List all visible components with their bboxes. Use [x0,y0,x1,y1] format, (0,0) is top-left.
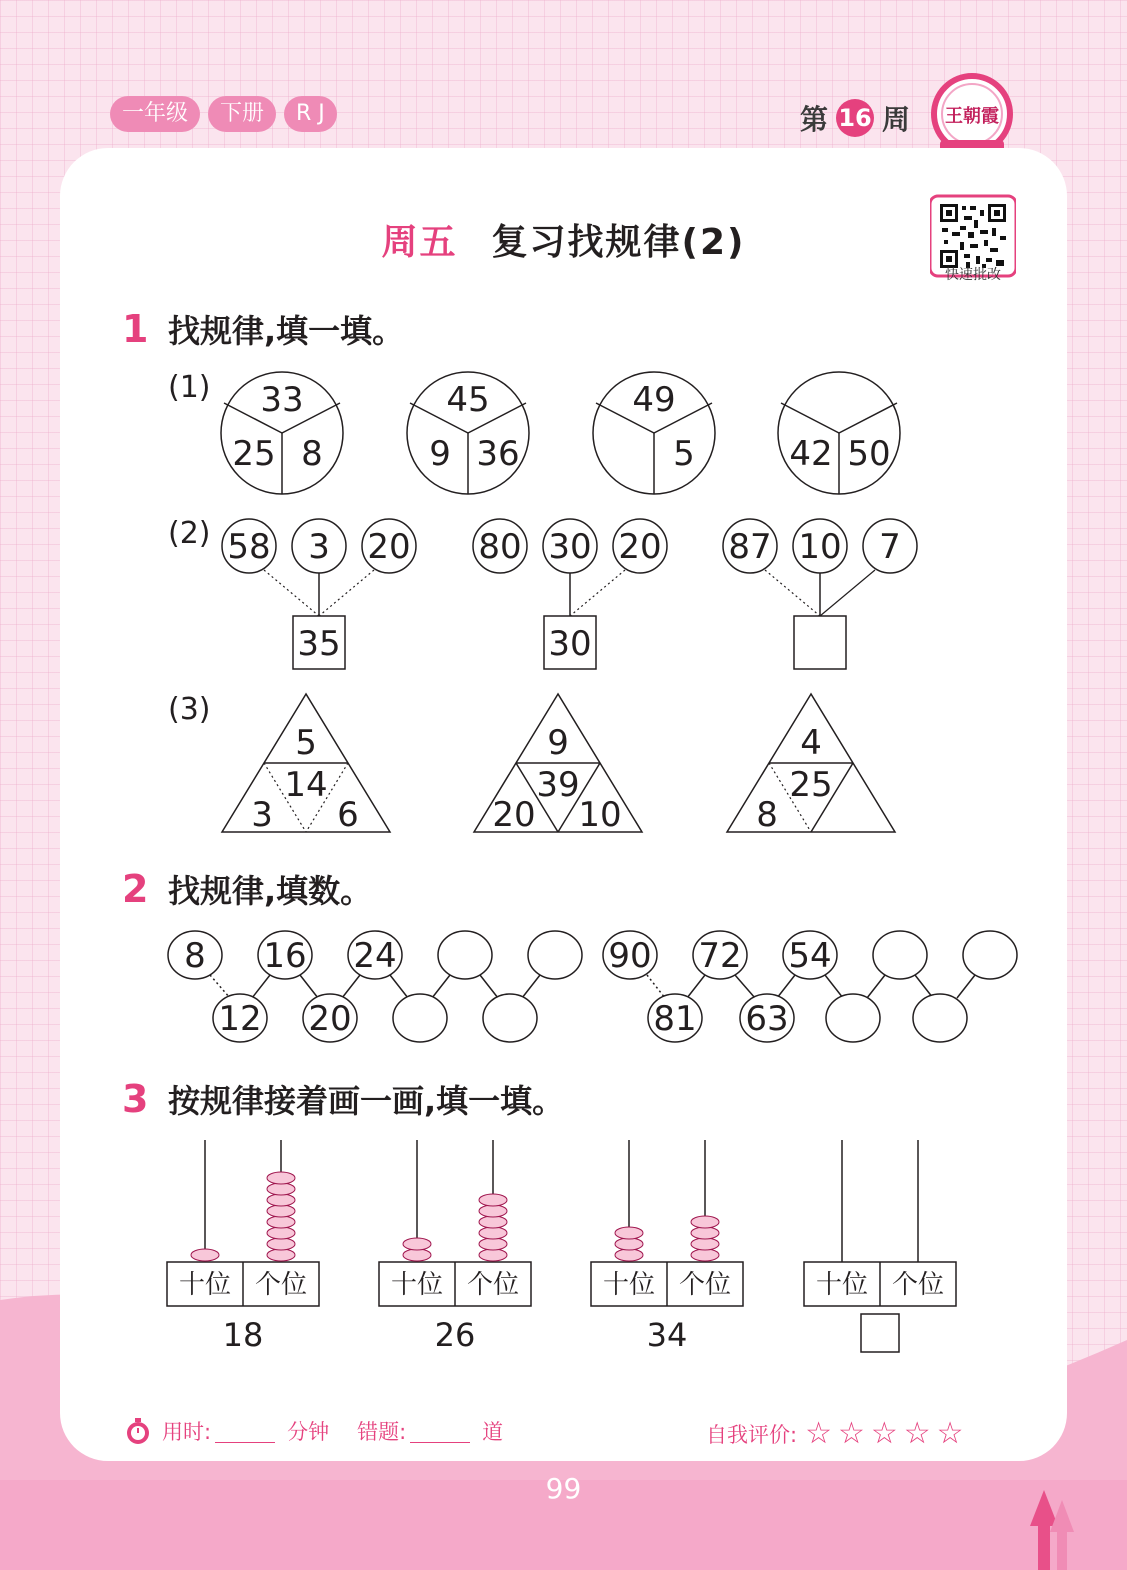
ones-bead [691,1216,719,1228]
tree-left-value: 80 [478,527,522,567]
tens-bead [191,1249,219,1261]
stopwatch-icon [124,1417,152,1445]
time-input[interactable] [215,1420,275,1443]
triangle-left-value: 20 [492,795,536,835]
abacus[interactable] [804,1140,956,1352]
arrow-decoration-icon [1030,1490,1076,1570]
grade-tag: 一年级 [110,96,200,132]
circle-left-value: 9 [429,434,451,474]
ones-bead [479,1194,507,1206]
tree-middle-value: 30 [548,527,592,567]
title-text: 复习找规律(2) [491,222,746,263]
errors-unit: 道 [482,1420,504,1444]
tree-right-value: 20 [618,527,662,567]
ones-bead [691,1238,719,1250]
title-day: 周五 [381,222,458,263]
sequence-value: 90 [608,936,652,976]
circle-right-value: 5 [673,434,695,474]
ones-bead [479,1205,507,1217]
week-suffix: 周 [882,103,911,136]
circle-top-value: 49 [632,380,676,420]
abacus-value: 18 [222,1316,264,1354]
tens-label: 十位 [390,1270,444,1300]
tree-middle-value: 10 [798,527,842,567]
ones-bead [691,1249,719,1261]
ones-bead [479,1216,507,1228]
circle-left-value: 42 [789,434,833,474]
question-1-instruction: 找规律,填一填。 [168,312,405,350]
time-label: 用时: [162,1420,212,1444]
abacus-value: 34 [646,1316,688,1354]
ones-bead [267,1249,295,1261]
triangle-center-value: 14 [284,765,328,805]
footer-self-eval [706,1416,970,1451]
tens-bead [615,1249,643,1261]
tens-label: 十位 [602,1270,656,1300]
sequence-value: 24 [353,936,397,976]
logo-text: 王朝霞 [945,106,999,127]
abacus [379,1140,531,1354]
errors-input[interactable] [410,1420,470,1443]
triangle-right-value: 6 [337,795,359,835]
triangle-top-value: 4 [800,723,822,763]
ones-bead [479,1227,507,1239]
tens-label: 十位 [178,1270,232,1300]
sequence-value: 8 [184,936,206,976]
tens-bead [403,1238,431,1250]
ones-label: 个位 [891,1270,945,1300]
circle-top-value: 45 [446,380,490,420]
tens-label: 十位 [815,1270,869,1300]
ones-bead [479,1249,507,1261]
tree-right-value: 7 [879,527,901,567]
triangle-left-value: 8 [756,795,778,835]
q1-part1-label: (1) [168,370,211,405]
time-unit: 分钟 [287,1420,330,1444]
ones-label: 个位 [678,1270,732,1300]
tree-left-value: 87 [728,527,772,567]
triangle-top-value: 9 [547,723,569,763]
tree-right-value: 20 [367,527,411,567]
ones-bead [267,1172,295,1184]
question-1-number: 1 [122,307,149,351]
question-2-number: 2 [122,867,149,911]
sequence-value: 81 [653,999,697,1039]
ones-bead [267,1194,295,1206]
footer-time-errors [124,1416,503,1446]
sequence-value: 20 [308,999,352,1039]
circle-right-value: 36 [476,434,520,474]
circle-right-value: 50 [847,434,891,474]
q1-part3-label: (3) [168,692,211,727]
abacus-value: 26 [434,1316,476,1354]
triangle-center-value: 25 [789,765,833,805]
sequence-value: 12 [218,999,262,1039]
sequence-value: 16 [263,936,307,976]
ones-bead [267,1238,295,1250]
tree-left-value: 58 [227,527,271,567]
triangle-right-value: 10 [578,795,622,835]
edition-tag: R J [284,96,337,132]
tree-result-value: 35 [297,624,341,664]
ones-bead [267,1227,295,1239]
ones-bead [267,1183,295,1195]
ones-label: 个位 [254,1270,308,1300]
tens-bead [615,1238,643,1250]
triangle-top-value: 5 [295,723,317,763]
answer-box[interactable] [861,1314,899,1352]
abacus [167,1140,319,1354]
question-3-instruction: 按规律接着画一画,填一填。 [168,1082,565,1120]
question-2-instruction: 找规律,填数。 [168,872,373,910]
circle-left-value: 25 [232,434,276,474]
ones-bead [691,1227,719,1239]
sequence-value: 54 [788,936,832,976]
triangle-center-value: 39 [536,765,580,805]
abacus [591,1140,743,1354]
sequence-value: 72 [698,936,742,976]
tens-bead [403,1249,431,1261]
week-number: 16 [836,99,874,137]
ones-label: 个位 [466,1270,520,1300]
ones-bead [267,1216,295,1228]
triangle-left-value: 3 [251,795,273,835]
circle-right-value: 8 [301,434,323,474]
q1-part2-label: (2) [168,516,211,551]
tree-middle-value: 3 [308,527,330,567]
sequence-value: 63 [745,999,789,1039]
ones-bead [267,1205,295,1217]
rating-stars[interactable]: ☆☆☆☆☆ [805,1416,970,1451]
volume-tag: 下册 [208,96,276,132]
self-eval-label: 自我评价: [706,1422,798,1447]
tens-bead [615,1227,643,1239]
question-3-number: 3 [122,1077,149,1121]
ones-bead [479,1238,507,1250]
errors-label: 错题: [357,1420,407,1444]
circle-top-value: 33 [260,380,304,420]
page-number: 99 [545,1472,582,1505]
week-prefix: 第 [800,103,829,136]
qr-label: 快速批改 [945,267,1001,283]
tree-result-value: 30 [548,624,592,664]
